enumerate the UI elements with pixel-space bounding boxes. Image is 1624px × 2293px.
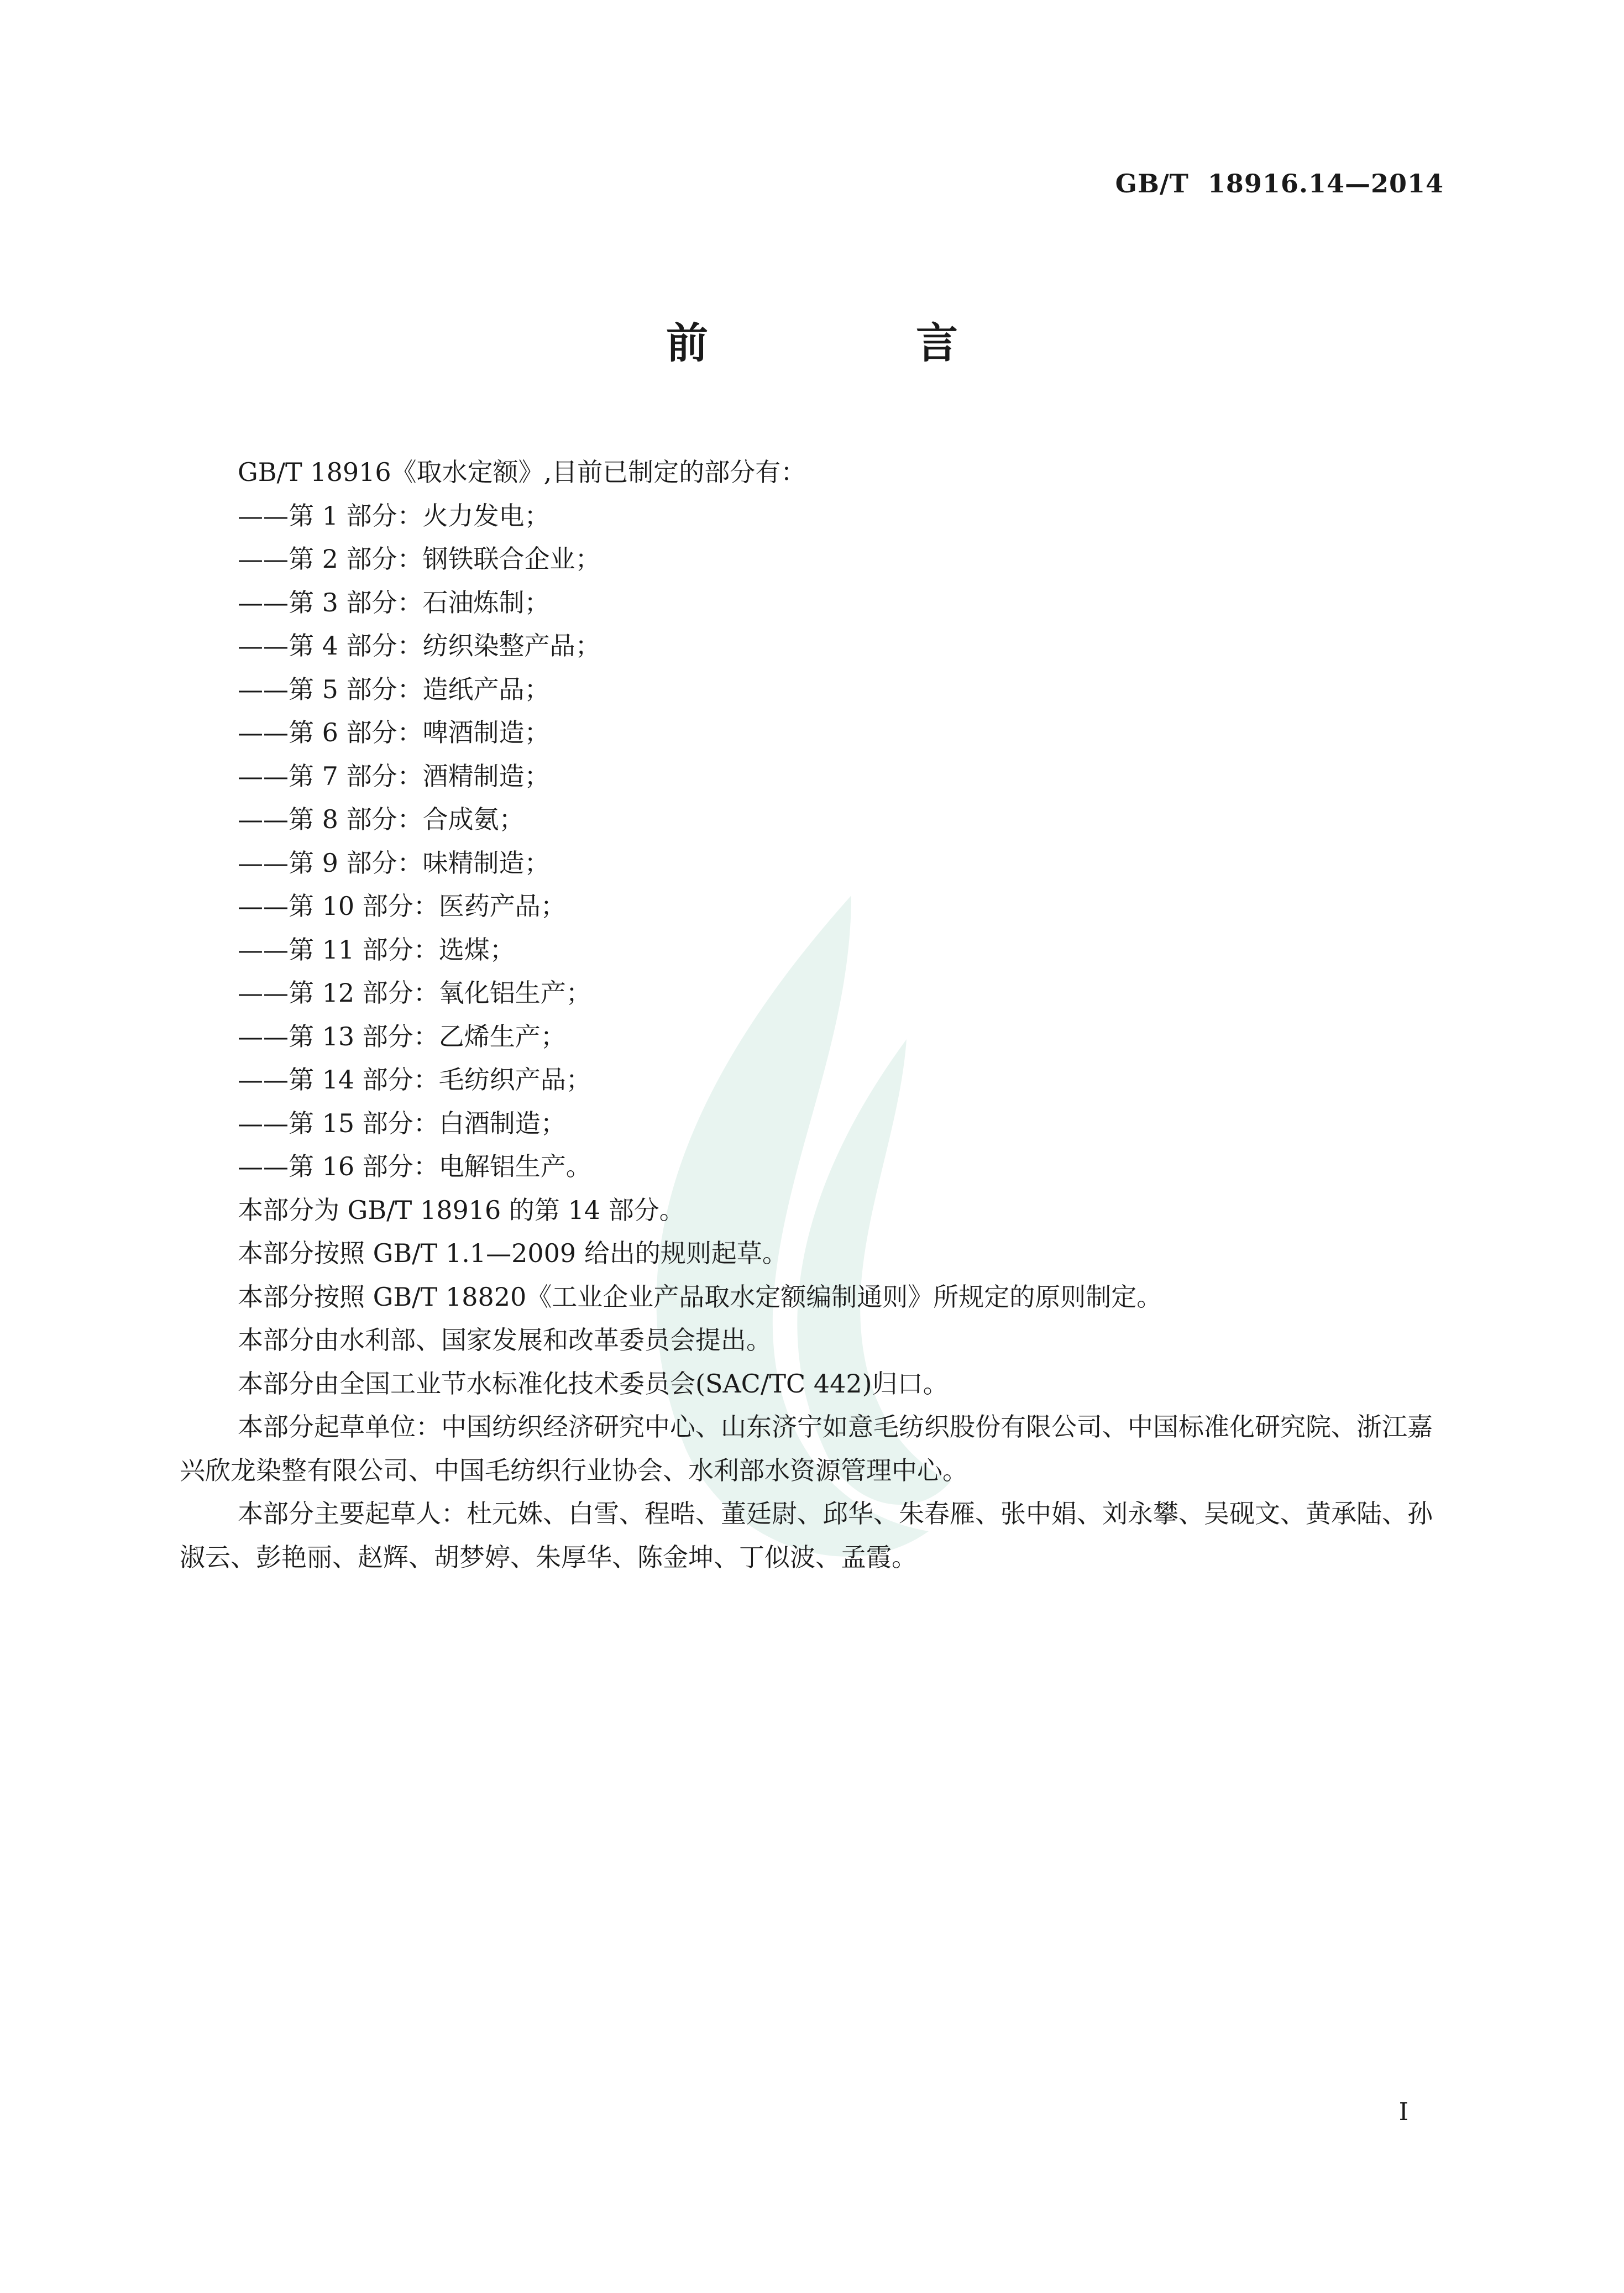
page-title: 前 言 — [666, 318, 1041, 368]
list-item: ——第 3 部分：石油炼制； — [238, 587, 550, 617]
drafting-rules: 本部分按照 GB/T 1.1—2009 给出的规则起草。 — [238, 1238, 788, 1268]
list-item: ——第 4 部分：纺织染整产品； — [238, 631, 601, 661]
foreword-body — [180, 451, 1451, 1579]
list-item: ——第 5 部分：造纸产品； — [238, 674, 550, 704]
page-number: I — [1398, 2098, 1408, 2126]
list-item: ——第 11 部分：选煤； — [238, 934, 515, 965]
list-item: ——第 10 部分：医药产品； — [238, 891, 566, 921]
list-item: ——第 7 部分：酒精制造； — [238, 761, 550, 791]
standard-code — [1115, 169, 1444, 198]
list-item: ——第 1 部分：火力发电； — [238, 500, 550, 531]
intro-paragraph: GB/T 18916《取水定额》,目前已制定的部分有： — [238, 457, 806, 487]
standard-number: 18916.14—2014 — [1207, 169, 1444, 198]
list-item: ——第 14 部分：毛纺织产品； — [238, 1065, 591, 1095]
list-item: ——第 12 部分：氧化铝生产； — [238, 978, 591, 1008]
proposer-statement: 本部分由水利部、国家发展和改革委员会提出。 — [238, 1325, 772, 1355]
parts-list — [180, 494, 1451, 1189]
principles-statement: 本部分按照 GB/T 18820《工业企业产品取水定额编制通则》所规定的原则制定。 — [238, 1281, 1162, 1312]
part-statement: 本部分为 GB/T 18916 的第 14 部分。 — [238, 1195, 685, 1225]
drafters: 本部分主要起草人：杜元姝、白雪、程晧、董廷尉、邱华、朱春雁、张中娟、刘永攀、吴砚文、黄承陆、孙淑云、彭艳丽、赵辉、胡梦婷、朱厚华、陈金坤、丁似波、孟霞。 — [180, 1499, 1433, 1572]
committee-statement: 本部分由全国工业节水标准化技术委员会(SAC/TC 442)归口。 — [238, 1368, 949, 1399]
list-item: ——第 16 部分：电解铝生产。 — [238, 1151, 591, 1181]
drafting-units: 本部分起草单位：中国纺织经济研究中心、山东济宁如意毛纺织股份有限公司、中国标准化研究院、浙江嘉兴欣龙染整有限公司、中国毛纺织行业协会、水利部水资源管理中心。 — [180, 1412, 1433, 1485]
list-item: ——第 9 部分：味精制造； — [238, 847, 550, 878]
list-item: ——第 15 部分：白酒制造； — [238, 1108, 566, 1138]
list-item: ——第 13 部分：乙烯生产； — [238, 1021, 566, 1051]
list-item: ——第 8 部分：合成氨； — [238, 804, 525, 834]
standard-prefix: GB/T — [1115, 169, 1189, 198]
list-item: ——第 2 部分：钢铁联合企业； — [238, 544, 601, 574]
list-item: ——第 6 部分：啤酒制造； — [238, 718, 550, 747]
